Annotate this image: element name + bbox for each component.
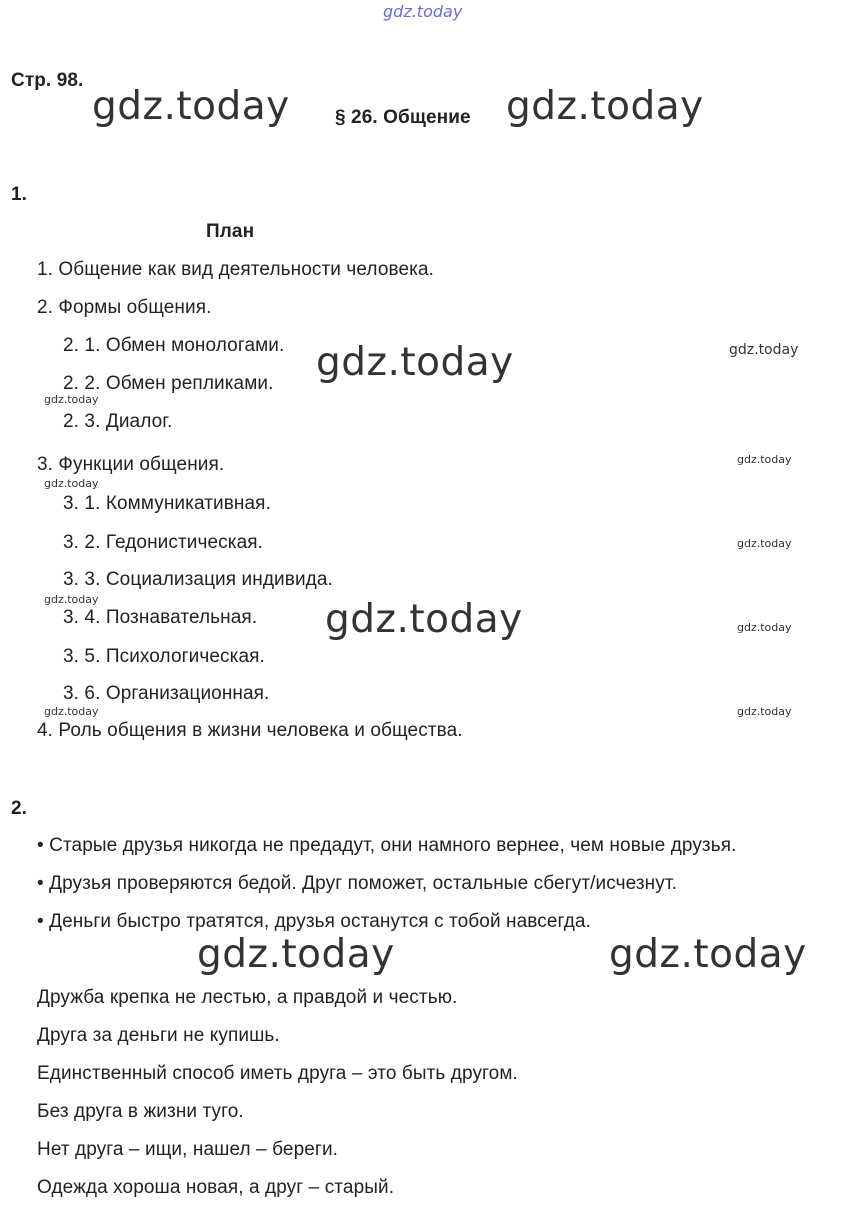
task-number: 2.: [11, 798, 28, 819]
watermark-small: gdz.today: [737, 621, 792, 634]
watermark-large: gdz.today: [609, 932, 807, 977]
watermark-large: gdz.today: [506, 84, 704, 129]
watermark-small: gdz.today: [44, 593, 99, 606]
proverb: Без друга в жизни туго.: [37, 1101, 244, 1122]
watermark-small: gdz.today: [44, 393, 99, 406]
watermark-large: gdz.today: [316, 340, 514, 385]
bullet-item: • Друзья проверяются бедой. Друг поможет, остальные сбегут/исчезнут.: [37, 873, 677, 894]
plan-item: 4. Роль общения в жизни человека и общества.: [37, 720, 463, 741]
watermark-small: gdz.today: [737, 453, 792, 466]
watermark-small: gdz.today: [729, 342, 799, 358]
plan-subitem: 3. 4. Познавательная.: [63, 607, 258, 628]
plan-subitem: 2. 3. Диалог.: [63, 411, 173, 432]
bullet-item: • Деньги быстро тратятся, друзья останутся с тобой навсегда.: [37, 911, 591, 932]
watermark-large: gdz.today: [197, 932, 395, 977]
plan-item: 2. Формы общения.: [37, 297, 212, 318]
task-number: 1.: [11, 184, 28, 205]
proverb: Одежда хороша новая, а друг – старый.: [37, 1177, 395, 1198]
watermark-large: gdz.today: [92, 84, 290, 129]
section-title: § 26. Общение: [335, 107, 471, 128]
plan-subitem: 2. 1. Обмен монологами.: [63, 335, 285, 356]
watermark-small: gdz.today: [737, 537, 792, 550]
watermark-top: gdz.today: [383, 2, 463, 21]
watermark-large: gdz.today: [325, 597, 523, 642]
bullet-item: • Старые друзья никогда не предадут, они намного вернее, чем новые друзья.: [37, 835, 737, 856]
proverb: Нет друга – ищи, нашел – береги.: [37, 1139, 339, 1160]
watermark-small: gdz.today: [44, 477, 99, 490]
plan-subitem: 3. 5. Психологическая.: [63, 646, 265, 667]
plan-subitem: 3. 6. Организационная.: [63, 683, 270, 704]
plan-subitem: 3. 2. Гедонистическая.: [63, 532, 264, 553]
watermark-small: gdz.today: [44, 705, 99, 718]
plan-item: 1. Общение как вид деятельности человека.: [37, 259, 435, 280]
plan-title: План: [206, 221, 255, 242]
proverb: Друга за деньги не купишь.: [37, 1025, 280, 1046]
plan-subitem: 3. 1. Коммуникативная.: [63, 493, 271, 514]
plan-subitem: 2. 2. Обмен репликами.: [63, 373, 274, 394]
plan-subitem: 3. 3. Социализация индивида.: [63, 569, 333, 590]
watermark-small: gdz.today: [737, 705, 792, 718]
proverb: Дружба крепка не лестью, а правдой и честью.: [37, 987, 458, 1008]
page-label: Стр. 98.: [11, 70, 84, 91]
proverb: Единственный способ иметь друга – это быть другом.: [37, 1063, 518, 1084]
plan-item: 3. Функции общения.: [37, 454, 225, 475]
